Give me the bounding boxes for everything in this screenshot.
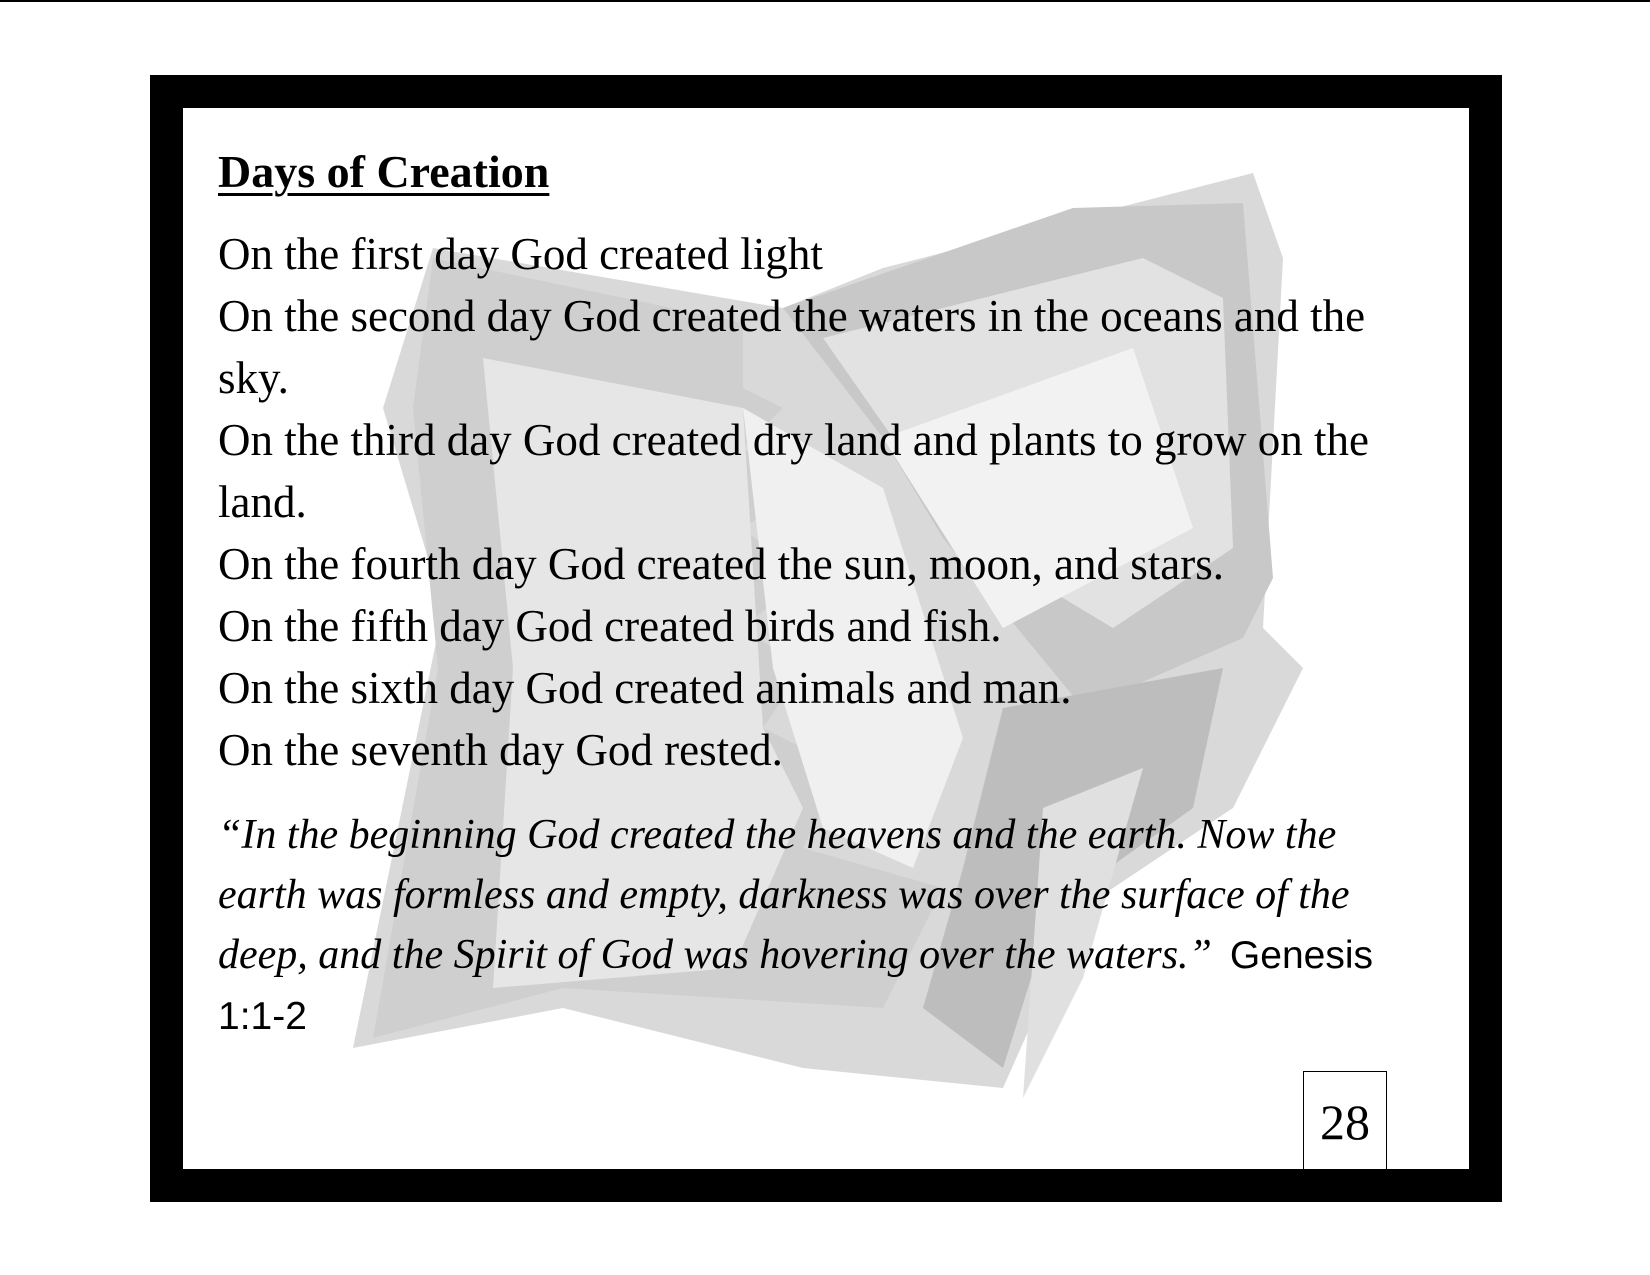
day-5-line: On the fifth day God created birds and fish. [218, 601, 1002, 651]
day-4-line: On the fourth day God created the sun, moon, and stars. [218, 539, 1224, 589]
verse-quote: “In the beginning God created the heavens and the earth. Now the earth was formless and empty, darkness was over the surface of the deep, and the Spirit of God was hovering over the waters.” [218, 812, 1350, 978]
day-1-line: On the first day God created light [218, 229, 823, 279]
day-2-line: On the second day God created the waters in the oceans and the sky. [218, 291, 1366, 403]
card-frame [150, 75, 1502, 1202]
day-3-line: On the third day God created dry land and plants to grow on the land. [218, 415, 1369, 527]
top-rule [0, 0, 1650, 2]
days-list [218, 223, 1418, 781]
day-6-line: On the sixth day God created animals and man. [218, 663, 1072, 713]
page-number-box: 28 [1303, 1071, 1387, 1169]
verse-reference: Genesis 1:1-2 [218, 934, 1373, 1038]
day-7-line: On the seventh day God rested. [218, 725, 783, 775]
card-title: Days of Creation [218, 146, 550, 197]
card-panel [183, 108, 1469, 1169]
card-content [218, 143, 1418, 1047]
scripture-verse [218, 805, 1378, 1047]
